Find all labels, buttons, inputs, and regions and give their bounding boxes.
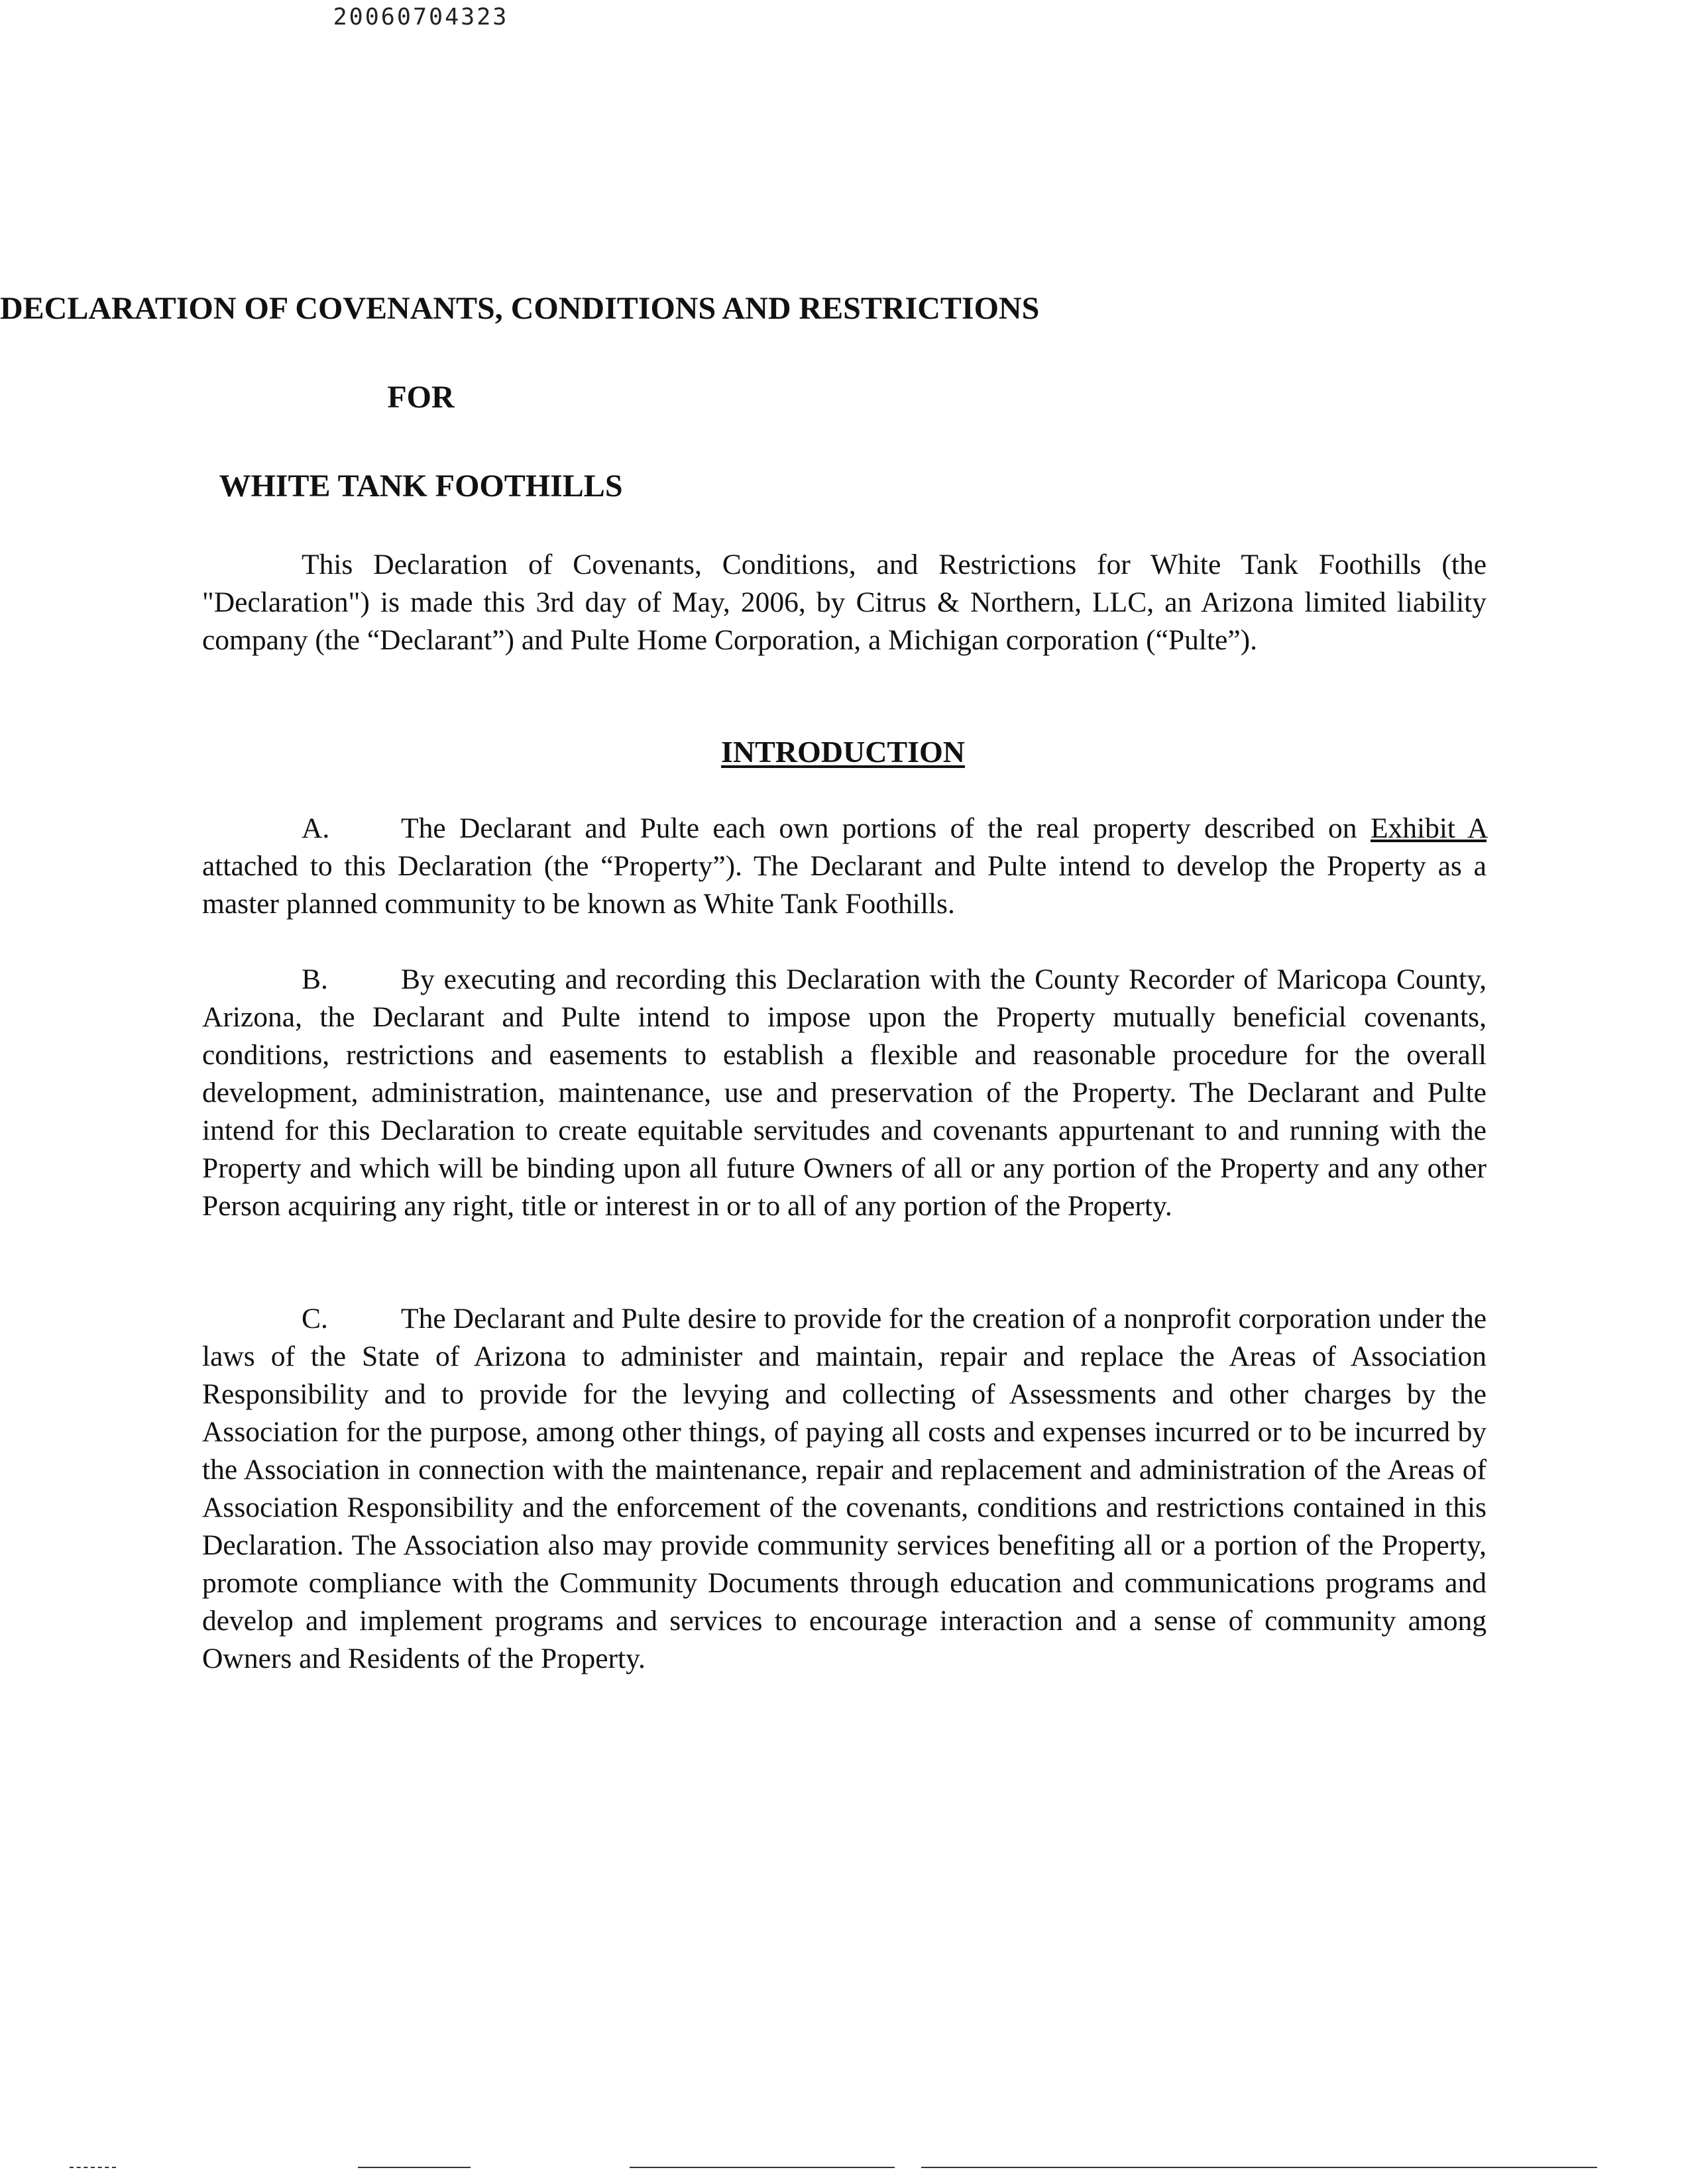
exhibit-a-reference: Exhibit A <box>1370 812 1487 844</box>
document-title: DECLARATION OF COVENANTS, CONDITIONS AND RESTRICTIONS <box>0 291 1040 326</box>
recital-label: A. <box>302 812 330 844</box>
recital-label: C. <box>302 1303 328 1335</box>
recital-c <box>202 1300 1487 1678</box>
recital-label: B. <box>302 963 328 995</box>
section-heading: INTRODUCTION <box>720 735 966 769</box>
recital-a <box>202 810 1487 923</box>
recital-c-text: The Declarant and Pulte desire to provide for the creation of a nonprofit corporation under the laws of the State of Arizona to administer and maintain, repair and replace the Areas of Association Responsibility and to provide for the levying and collecting of Assessments and other charges by the Association for the purpose, among other things, of paying all costs and expenses incurred or to be incurred by the Association in connection with the maintenance, repair and replacement and administration of the Areas of Association Responsibility and the enforcement of the covenants, conditions and restrictions contained in this Declaration. The Association also may provide community services benefiting all or a portion of the Property, promote compliance with the Community Documents through education and communications programs and develop and implement programs and services to encourage interaction and a sense of community among Owners and Residents of the Property. <box>202 1303 1487 1674</box>
recital-b-text: By executing and recording this Declaration with the County Recorder of Maricopa County, Arizona, the Declarant and Pulte intend to impose upon the Property mutually beneficial covenants, conditions, restrictions and easements to establish a flexible and reasonable procedure for the overall development, administration, maintenance, use and preservation of the Property. The Declarant and Pulte intend for this Declaration to create equitable servitudes and covenants appurtenant to and running with the Property and which will be binding upon all future Owners of all or any portion of the Property and any other Person acquiring any right, title or interest in or to all of any portion of the Property. <box>202 963 1487 1222</box>
footer-rule <box>70 2167 116 2168</box>
footer-rule <box>921 2167 1597 2168</box>
recording-number: 20060704323 <box>333 4 509 30</box>
community-name: WHITE TANK FOOTHILLS <box>219 468 623 504</box>
footer-rule <box>630 2167 895 2168</box>
document-title-for: FOR <box>387 380 455 415</box>
intro-text: This Declaration of Covenants, Conditions, and Restrictions for White Tank Foothills (the "Declaration") is made this 3rd day of May, 2006, by Citrus & Northern, LLC, an Arizona limited liability company (the “Declarant”) and Pulte Home Corporation, a Michigan corporation (“Pulte”). <box>202 549 1487 656</box>
intro-paragraph <box>202 546 1487 659</box>
recital-a-text-end: attached to this Declaration (the “Property”). The Declarant and Pulte intend to develop the Property as a master planned community to be known as White Tank Foothills. <box>202 850 1487 920</box>
recital-b <box>202 961 1487 1225</box>
recital-a-text-start: The Declarant and Pulte each own portions of the real property described on <box>401 812 1371 844</box>
footer-rule <box>358 2167 471 2168</box>
